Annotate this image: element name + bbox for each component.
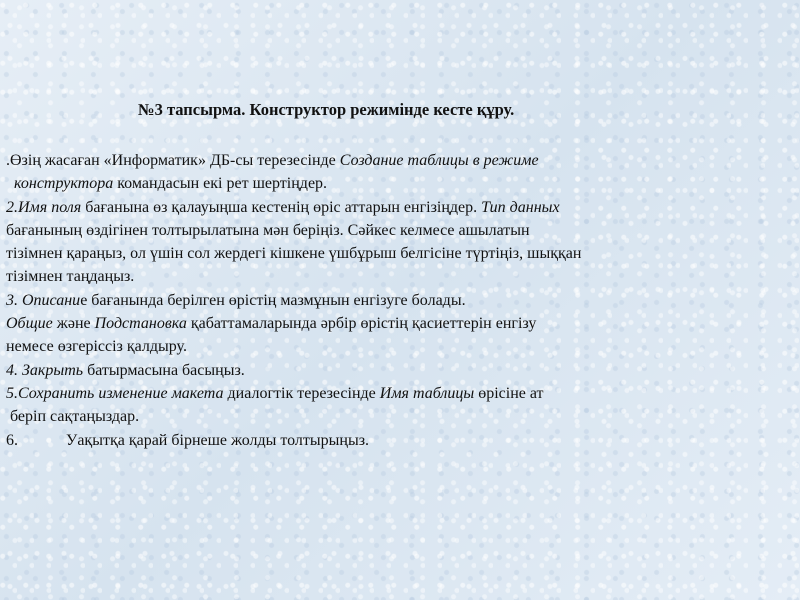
line-3-italic-b: Тип данных: [481, 198, 560, 216]
instruction-line-5: [6, 242, 798, 265]
line-9-text: немесе өзгеріссіз қалдыру.: [6, 338, 187, 356]
instruction-line-4: [6, 219, 798, 242]
instruction-line-1: [6, 149, 798, 172]
line-4-text: бағанының өздігінен толтырылатына мән беріңіз. Сәйкес келмесе ашылатын: [6, 221, 530, 239]
line-1-text: .Өзің жасаған «Информатик» ДБ-сы терезесінде: [6, 152, 340, 169]
line-8-italic-a: Общие: [6, 315, 57, 333]
line-10-text: батырмасына басыңыз.: [83, 361, 245, 379]
task-title: №3 тапсырма. Конструктор режимінде кесте құру.: [138, 100, 515, 119]
instruction-line-6: [6, 265, 798, 288]
instruction-line-3: [6, 196, 798, 219]
line-11-text-a: диалогтік терезесінде: [223, 384, 380, 402]
line-8-italic-b: Подстановка: [94, 315, 187, 333]
line-8-text-b: қабаттамаларында әрбір өрістің қасиеттерін енгізу: [186, 315, 537, 333]
line-13-number: 6.: [6, 431, 18, 449]
line-6-text: тізімнен таңдаңыз.: [6, 268, 135, 286]
line-11-text-b: өрісіне ат: [474, 384, 544, 402]
line-13-text: Уақытқа қарай бірнеше жолды толтырыңыз.: [66, 431, 370, 449]
instructions-body: [6, 149, 798, 452]
instruction-line-2: [6, 172, 798, 195]
line-12-text: беріп сақтаңыздар.: [10, 408, 140, 426]
instruction-line-10: [6, 359, 798, 382]
line-2-italic: конструктора: [14, 175, 114, 193]
instruction-line-7: [6, 289, 798, 312]
instruction-line-12: [6, 405, 798, 428]
line-10-italic: 4. Закрыть: [6, 361, 84, 379]
line-3-text: бағанына өз қалауыңша кестенің өріс аттарын енгізіңдер.: [81, 198, 482, 216]
line-11-italic-a: 5.Сохранить изменение макета: [6, 384, 224, 402]
line-2-text: командасын екі рет шертіңдер.: [113, 175, 328, 193]
line-1-italic: Создание таблицы в режиме: [339, 152, 539, 169]
line-7-text: е бағанында берілген өрістің мазмұнын енгізуге болады.: [80, 291, 466, 309]
instruction-line-11: [6, 382, 798, 405]
instruction-line-9: [6, 335, 798, 358]
line-5-text: тізімнен қараңыз, ол үшін сол жердегі кішкене үшбұрыш белгісіне түртіңіз, шыққан: [6, 245, 582, 263]
line-8-text-a: және: [56, 315, 95, 333]
line-11-italic-b: Имя таблицы: [379, 384, 475, 402]
line-7-italic: 3. Описани: [6, 291, 81, 309]
line-3-italic-a: 2.Имя поля: [6, 198, 82, 216]
instruction-line-8: [6, 312, 798, 335]
instruction-line-13: [6, 429, 798, 452]
